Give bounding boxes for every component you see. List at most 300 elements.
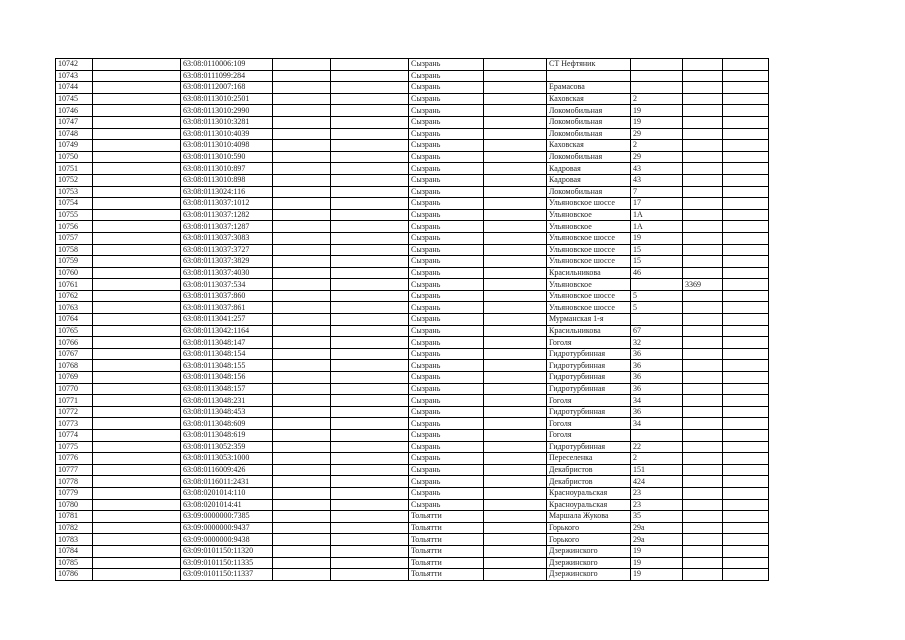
extra-number-cell [683,209,723,221]
empty-cell [723,279,769,291]
extra-number-cell [683,198,723,210]
empty-cell [93,441,181,453]
city-cell: Сызрань [409,279,484,291]
cadastral-number-cell: 63:08:0113037:861 [181,302,273,314]
extra-number-cell [683,140,723,152]
empty-cell [93,511,181,523]
city-cell: Тольятти [409,511,484,523]
table-row [56,383,769,395]
street-cell: Гидротурбинная [547,348,631,360]
city-cell: Сызрань [409,198,484,210]
cadastral-number-cell: 63:08:0113037:3727 [181,244,273,256]
street-cell: Кадровая [547,163,631,175]
street-cell: Ульяновское [547,209,631,221]
cadastral-number-cell: 63:08:0113048:156 [181,372,273,384]
empty-cell [723,569,769,581]
empty-cell [273,82,331,94]
empty-cell [723,151,769,163]
city-cell: Сызрань [409,348,484,360]
row-number-cell: 10742 [56,59,93,71]
empty-cell [93,314,181,326]
extra-number-cell [683,522,723,534]
table-row [56,395,769,407]
row-number-cell: 10767 [56,348,93,360]
street-cell: Гидротурбинная [547,383,631,395]
empty-cell [484,105,547,117]
empty-cell [484,256,547,268]
empty-cell [484,511,547,523]
empty-cell [484,82,547,94]
empty-cell [273,441,331,453]
table-row [56,314,769,326]
empty-cell [484,128,547,140]
empty-cell [484,569,547,581]
extra-number-cell [683,105,723,117]
empty-cell [331,441,409,453]
cadastral-number-cell: 63:08:0113052:359 [181,441,273,453]
row-number-cell: 10749 [56,140,93,152]
empty-cell [331,464,409,476]
empty-cell [93,244,181,256]
empty-cell [331,232,409,244]
empty-cell [93,290,181,302]
street-cell: Каховская [547,140,631,152]
house-number-cell: 46 [631,267,683,279]
city-cell: Сызрань [409,116,484,128]
table-row [56,290,769,302]
empty-cell [93,267,181,279]
street-cell: Гоголя [547,337,631,349]
house-number-cell: 22 [631,441,683,453]
cadastral-number-cell: 63:08:0201014:41 [181,499,273,511]
row-number-cell: 10774 [56,430,93,442]
empty-cell [93,116,181,128]
table-row [56,569,769,581]
extra-number-cell [683,395,723,407]
row-number-cell: 10754 [56,198,93,210]
empty-cell [484,267,547,279]
empty-cell [273,221,331,233]
street-cell: Горького [547,522,631,534]
street-cell: Красноуральская [547,487,631,499]
empty-cell [331,93,409,105]
city-cell: Сызрань [409,82,484,94]
table-row [56,464,769,476]
empty-cell [93,430,181,442]
empty-cell [93,406,181,418]
cadastral-number-cell: 63:08:0113010:2501 [181,93,273,105]
street-cell: Ульяновское [547,221,631,233]
row-number-cell: 10784 [56,545,93,557]
row-number-cell: 10761 [56,279,93,291]
extra-number-cell [683,151,723,163]
empty-cell [273,70,331,82]
row-number-cell: 10750 [56,151,93,163]
city-cell: Сызрань [409,59,484,71]
empty-cell [93,545,181,557]
empty-cell [331,314,409,326]
table-row [56,360,769,372]
extra-number-cell [683,174,723,186]
city-cell: Сызрань [409,93,484,105]
empty-cell [723,360,769,372]
house-number-cell: 36 [631,383,683,395]
row-number-cell: 10785 [56,557,93,569]
empty-cell [273,116,331,128]
empty-cell [93,453,181,465]
row-number-cell: 10778 [56,476,93,488]
empty-cell [93,209,181,221]
empty-cell [484,279,547,291]
empty-cell [93,557,181,569]
empty-cell [273,198,331,210]
empty-cell [484,163,547,175]
empty-cell [331,163,409,175]
empty-cell [331,209,409,221]
city-cell: Сызрань [409,418,484,430]
city-cell: Сызрань [409,140,484,152]
city-cell: Сызрань [409,337,484,349]
empty-cell [331,337,409,349]
empty-cell [273,140,331,152]
city-cell: Сызрань [409,70,484,82]
cadastral-number-cell: 63:08:0113010:590 [181,151,273,163]
registry-table [55,58,769,581]
empty-cell [273,511,331,523]
empty-cell [273,348,331,360]
row-number-cell: 10758 [56,244,93,256]
table-row [56,232,769,244]
table-row [56,441,769,453]
cadastral-number-cell: 63:08:0113048:157 [181,383,273,395]
extra-number-cell [683,244,723,256]
street-cell [547,70,631,82]
extra-number-cell [683,314,723,326]
empty-cell [484,186,547,198]
empty-cell [723,70,769,82]
row-number-cell: 10780 [56,499,93,511]
house-number-cell: 43 [631,174,683,186]
city-cell: Сызрань [409,221,484,233]
city-cell: Сызрань [409,430,484,442]
empty-cell [723,348,769,360]
table-row [56,140,769,152]
empty-cell [484,59,547,71]
city-cell: Тольятти [409,545,484,557]
street-cell: Локомобильная [547,128,631,140]
house-number-cell: 15 [631,256,683,268]
empty-cell [93,499,181,511]
empty-cell [723,244,769,256]
empty-cell [273,337,331,349]
empty-cell [723,163,769,175]
cadastral-number-cell: 63:09:0000000:9437 [181,522,273,534]
extra-number-cell: 3369 [683,279,723,291]
empty-cell [331,151,409,163]
empty-cell [93,70,181,82]
city-cell: Сызрань [409,290,484,302]
empty-cell [273,93,331,105]
empty-cell [93,302,181,314]
empty-cell [93,395,181,407]
empty-cell [331,557,409,569]
table-row [56,59,769,71]
empty-cell [723,116,769,128]
house-number-cell: 35 [631,511,683,523]
empty-cell [331,174,409,186]
table-row [56,499,769,511]
street-cell: Кадровая [547,174,631,186]
table-row [56,70,769,82]
cadastral-number-cell: 63:08:0113037:534 [181,279,273,291]
extra-number-cell [683,430,723,442]
empty-cell [484,441,547,453]
empty-cell [273,569,331,581]
empty-cell [723,476,769,488]
city-cell: Сызрань [409,360,484,372]
empty-cell [273,267,331,279]
house-number-cell: 2 [631,140,683,152]
house-number-cell: 36 [631,372,683,384]
cadastral-number-cell: 63:08:0116009:426 [181,464,273,476]
extra-number-cell [683,464,723,476]
empty-cell [331,116,409,128]
empty-cell [331,383,409,395]
cadastral-number-cell: 63:08:0113037:3829 [181,256,273,268]
empty-cell [484,418,547,430]
extra-number-cell [683,232,723,244]
cadastral-number-cell: 63:08:0113037:860 [181,290,273,302]
house-number-cell: 19 [631,105,683,117]
empty-cell [331,372,409,384]
row-number-cell: 10779 [56,487,93,499]
empty-cell [273,128,331,140]
table-row [56,511,769,523]
empty-cell [93,174,181,186]
table-row [56,279,769,291]
empty-cell [331,476,409,488]
empty-cell [273,534,331,546]
empty-cell [723,545,769,557]
house-number-cell: 151 [631,464,683,476]
empty-cell [484,140,547,152]
house-number-cell: 29 [631,151,683,163]
city-cell: Сызрань [409,267,484,279]
empty-cell [331,290,409,302]
empty-cell [93,93,181,105]
cadastral-number-cell: 63:08:0113037:4030 [181,267,273,279]
house-number-cell [631,82,683,94]
extra-number-cell [683,163,723,175]
empty-cell [273,232,331,244]
extra-number-cell [683,186,723,198]
row-number-cell: 10777 [56,464,93,476]
empty-cell [331,499,409,511]
house-number-cell: 36 [631,360,683,372]
empty-cell [331,430,409,442]
street-cell: Дзержинского [547,545,631,557]
street-cell: Локомобильная [547,186,631,198]
empty-cell [93,348,181,360]
empty-cell [331,522,409,534]
cadastral-number-cell: 63:08:0113024:116 [181,186,273,198]
empty-cell [331,302,409,314]
row-number-cell: 10772 [56,406,93,418]
empty-cell [93,128,181,140]
extra-number-cell [683,511,723,523]
empty-cell [484,70,547,82]
cadastral-number-cell: 63:08:0113053:1000 [181,453,273,465]
extra-number-cell [683,302,723,314]
empty-cell [484,232,547,244]
empty-cell [331,82,409,94]
city-cell: Сызрань [409,105,484,117]
extra-number-cell [683,476,723,488]
empty-cell [331,70,409,82]
house-number-cell: 19 [631,545,683,557]
empty-cell [273,499,331,511]
street-cell: Гидротурбинная [547,360,631,372]
street-cell: Локомобильная [547,151,631,163]
empty-cell [484,314,547,326]
row-number-cell: 10760 [56,267,93,279]
empty-cell [723,209,769,221]
row-number-cell: 10747 [56,116,93,128]
empty-cell [273,476,331,488]
empty-cell [273,174,331,186]
row-number-cell: 10755 [56,209,93,221]
city-cell: Сызрань [409,464,484,476]
house-number-cell: 29 [631,128,683,140]
house-number-cell: 424 [631,476,683,488]
empty-cell [723,93,769,105]
empty-cell [93,476,181,488]
empty-cell [484,198,547,210]
city-cell: Сызрань [409,476,484,488]
empty-cell [273,314,331,326]
city-cell: Сызрань [409,487,484,499]
table-row [56,545,769,557]
empty-cell [723,418,769,430]
table-row [56,372,769,384]
empty-cell [484,487,547,499]
city-cell: Сызрань [409,302,484,314]
cadastral-number-cell: 63:09:0000000:7385 [181,511,273,523]
row-number-cell: 10775 [56,441,93,453]
house-number-cell: 19 [631,232,683,244]
extra-number-cell [683,221,723,233]
empty-cell [484,337,547,349]
house-number-cell: 1А [631,221,683,233]
extra-number-cell [683,372,723,384]
cadastral-number-cell: 63:08:0112007:168 [181,82,273,94]
cadastral-number-cell: 63:08:0113037:1282 [181,209,273,221]
empty-cell [273,430,331,442]
cadastral-number-cell: 63:08:0113010:897 [181,163,273,175]
cadastral-number-cell: 63:08:0113037:1012 [181,198,273,210]
cadastral-number-cell: 63:08:0113037:3083 [181,232,273,244]
street-cell: Ульяновское шоссе [547,256,631,268]
city-cell: Сызрань [409,163,484,175]
empty-cell [331,256,409,268]
cadastral-number-cell: 63:09:0101150:11335 [181,557,273,569]
house-number-cell: 19 [631,569,683,581]
city-cell: Сызрань [409,314,484,326]
empty-cell [484,557,547,569]
row-number-cell: 10743 [56,70,93,82]
cadastral-number-cell: 63:08:0110006:109 [181,59,273,71]
table-row [56,267,769,279]
empty-cell [93,105,181,117]
empty-cell [484,174,547,186]
table-row [56,128,769,140]
table-row [56,93,769,105]
empty-cell [331,140,409,152]
street-cell: Гидротурбинная [547,441,631,453]
empty-cell [273,406,331,418]
street-cell: Мурманская 1-я [547,314,631,326]
empty-cell [484,499,547,511]
extra-number-cell [683,557,723,569]
row-number-cell: 10745 [56,93,93,105]
empty-cell [331,545,409,557]
house-number-cell [631,279,683,291]
house-number-cell: 67 [631,325,683,337]
cadastral-number-cell: 63:09:0101150:11320 [181,545,273,557]
house-number-cell: 19 [631,116,683,128]
house-number-cell: 19 [631,557,683,569]
street-cell: Красильникова [547,325,631,337]
cadastral-number-cell: 63:08:0113010:4098 [181,140,273,152]
empty-cell [484,372,547,384]
row-number-cell: 10748 [56,128,93,140]
empty-cell [331,221,409,233]
street-cell: Горького [547,534,631,546]
house-number-cell: 34 [631,418,683,430]
row-number-cell: 10768 [56,360,93,372]
row-number-cell: 10752 [56,174,93,186]
empty-cell [331,279,409,291]
cadastral-number-cell: 63:08:0113048:609 [181,418,273,430]
city-cell: Сызрань [409,372,484,384]
row-number-cell: 10766 [56,337,93,349]
empty-cell [331,198,409,210]
empty-cell [723,441,769,453]
empty-cell [273,453,331,465]
empty-cell [484,290,547,302]
row-number-cell: 10769 [56,372,93,384]
row-number-cell: 10786 [56,569,93,581]
city-cell: Сызрань [409,453,484,465]
table-row [56,418,769,430]
table-row [56,453,769,465]
empty-cell [273,360,331,372]
empty-cell [723,522,769,534]
table-row [56,534,769,546]
empty-cell [331,418,409,430]
street-cell: Маршала Жукова [547,511,631,523]
empty-cell [723,325,769,337]
empty-cell [93,372,181,384]
empty-cell [93,337,181,349]
empty-cell [93,534,181,546]
street-cell: Гидротурбинная [547,372,631,384]
empty-cell [273,302,331,314]
extra-number-cell [683,82,723,94]
house-number-cell: 2 [631,453,683,465]
empty-cell [484,116,547,128]
city-cell: Сызрань [409,499,484,511]
